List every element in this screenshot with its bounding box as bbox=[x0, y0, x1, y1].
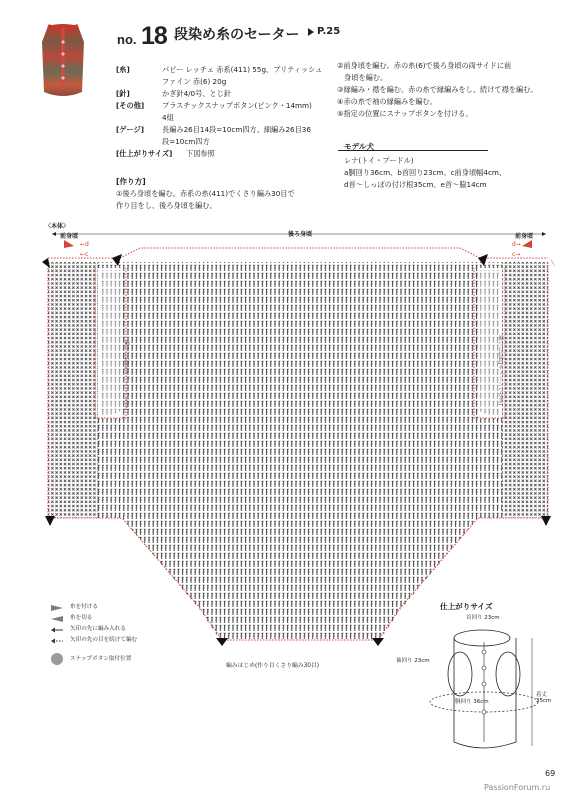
material-row: 段=10cm四方 bbox=[162, 137, 210, 146]
sleeve-right-label: 袖つけ位置(チェーンつなぎ) bbox=[497, 335, 503, 406]
front-left-mark-c: ←c bbox=[80, 251, 89, 258]
model-dog-info: レナ(トイ・プードル) a胴回り36cm、b首回り23cm、c前身頃幅4cm、 d首～しっぽの付け根35cm、e首～脇14cm bbox=[344, 156, 507, 189]
dashed-arrow-icon bbox=[50, 637, 64, 645]
finished-neck: 首回り 23cm bbox=[466, 615, 500, 621]
material-row: [ゲージ] 長編み26目14段=10cm四方、細編み26目36 bbox=[116, 125, 311, 134]
front-right-label: 前身頃 bbox=[515, 233, 534, 240]
method-steps-right: ②前身頃を編む。赤の糸(6)で後ろ身頃の両サイドに前 身頃を編む。 ③縁編み・襟を編む。赤の糸で縁編みをし、続けて襟を編む。 ④赤の糸で袖の縁編みを編む。 ⑤指定の位置にスナップボタンを付ける。 bbox=[337, 61, 538, 118]
front-left-label: 前身頃 bbox=[60, 233, 79, 240]
finished-chest: 胴回り 36cm bbox=[455, 699, 489, 705]
page-title: 段染め糸のセーター bbox=[174, 27, 300, 43]
snap-position-icon bbox=[50, 652, 64, 666]
finished-heading: 仕上がりサイズ bbox=[440, 602, 493, 611]
material-row: [仕上がりサイズ] 下図参照 bbox=[116, 149, 215, 158]
no-label: no. bbox=[117, 32, 137, 47]
finished-length-label: 着丈 bbox=[536, 692, 548, 698]
front-right-mark-d: d→ bbox=[512, 241, 521, 248]
legend-item: 矢印の先の目を続けて編む bbox=[50, 635, 190, 646]
model-dog-heading: モデル犬 bbox=[344, 142, 374, 151]
sleeve-left-label: 袖つけ位置(チェーンつなぎ) bbox=[123, 340, 129, 411]
legend-item: 糸を付ける bbox=[50, 602, 190, 613]
back-label: 後ろ身頃 bbox=[288, 231, 313, 238]
page-ref: P.25 bbox=[317, 26, 341, 37]
body-label: 〈本体〉 bbox=[45, 223, 70, 230]
front-right-mark-c: c→ bbox=[512, 251, 521, 258]
finished-length-value: 35cm bbox=[536, 698, 552, 704]
number: 18 bbox=[140, 22, 167, 50]
yarn-attach-icon bbox=[50, 604, 64, 612]
material-row: [その他] プラスチックスナップボタン(ピンク・14mm) bbox=[116, 101, 312, 110]
material-row: [針] かぎ針4/0号、とじ針 bbox=[116, 89, 232, 98]
legend-item: 糸を切る bbox=[50, 613, 190, 624]
arrow-left-icon bbox=[50, 626, 64, 634]
material-row: 4組 bbox=[162, 113, 174, 122]
watermark: PassionForum.ru bbox=[484, 783, 551, 792]
finished-sleeve: 袖回り 23cm bbox=[396, 658, 430, 664]
legend-item: 矢印の先に編み入れる bbox=[50, 624, 190, 635]
method-heading: [作り方] bbox=[116, 177, 146, 186]
material-row: [糸] パピー レッチェ 赤系(411) 55g、ブリティッシュ bbox=[116, 65, 323, 74]
finished-size-drawing bbox=[420, 612, 550, 762]
front-left-mark-d: ←d bbox=[80, 241, 89, 248]
yarn-cut-icon bbox=[50, 615, 64, 623]
start-label: 編みはじめ(作り目くさり編み30目) bbox=[226, 663, 320, 669]
page-number: 69 bbox=[545, 769, 556, 778]
legend-item: スナップボタン取付位置 bbox=[50, 652, 190, 666]
method-steps-left: ①後ろ身頃を編む。赤系の糸(411)でくさり編み30目で 作り目をし、後ろ身頃を編む。 bbox=[116, 189, 295, 210]
legend bbox=[50, 602, 190, 666]
material-row: ファイン 赤(6) 20g bbox=[162, 77, 227, 86]
